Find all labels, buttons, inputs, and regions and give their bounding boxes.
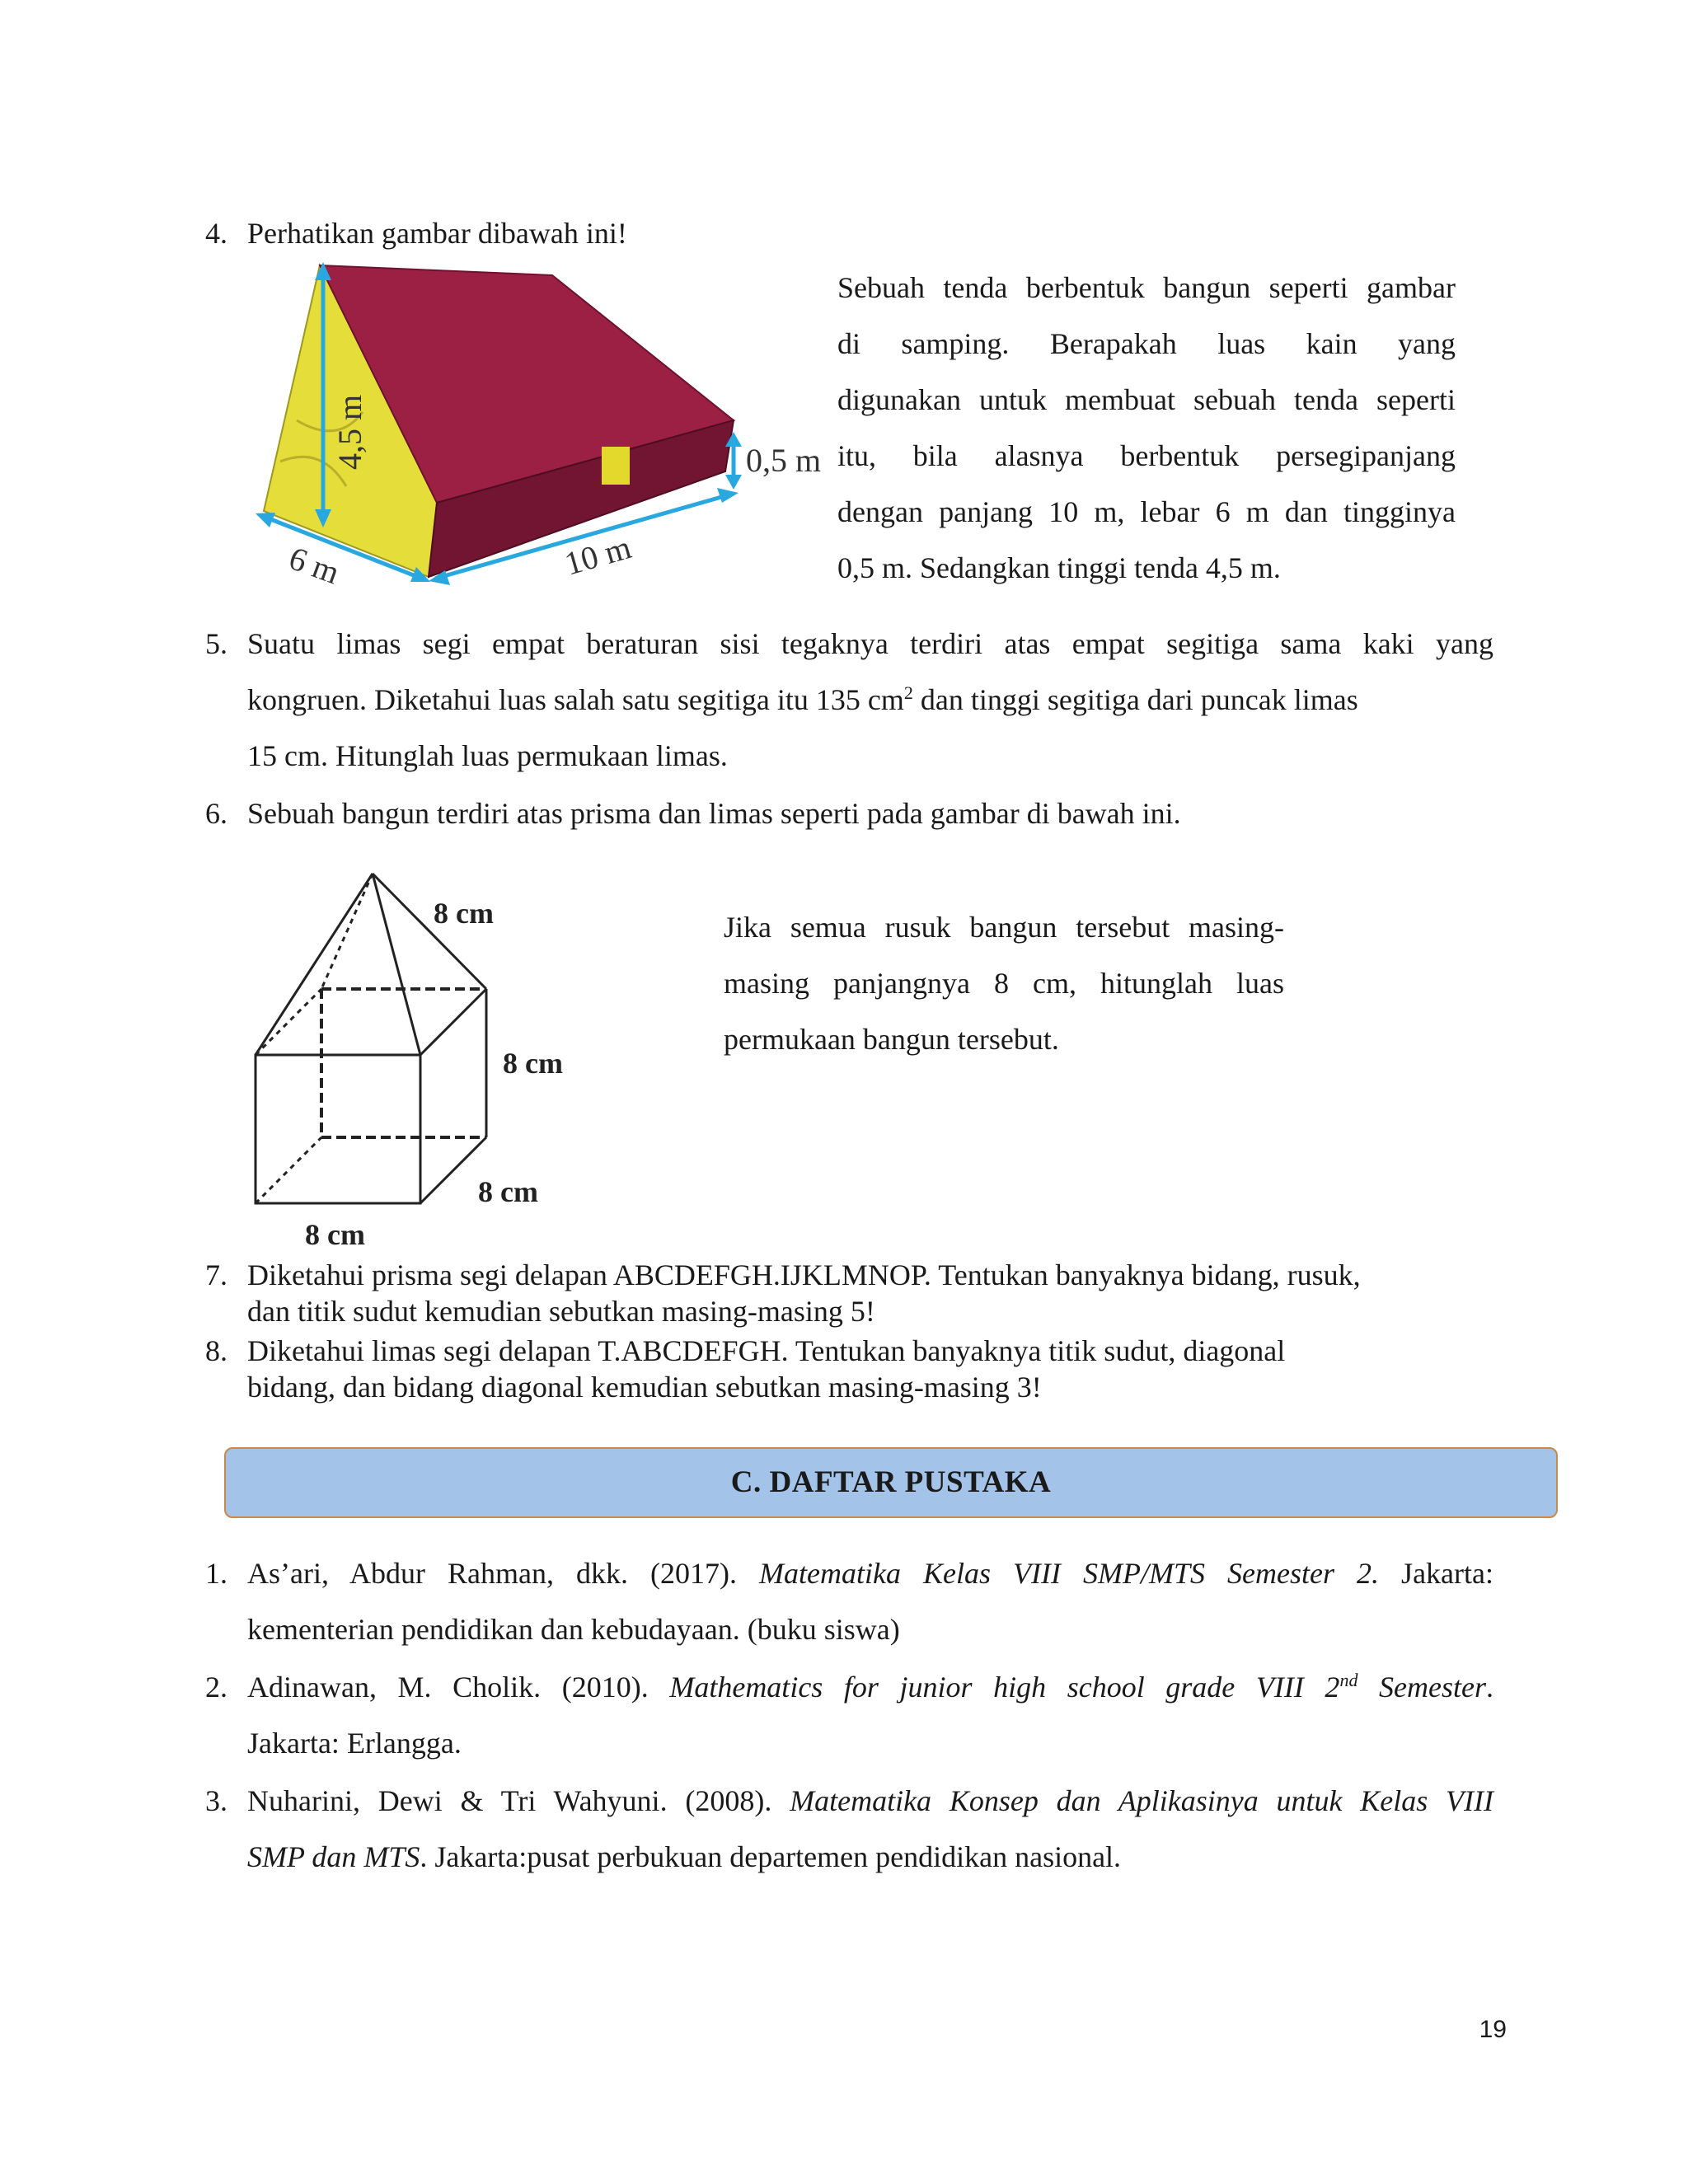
q5-text: kongruen. Diketahui luas salah satu segitiga itu 135 cm <box>247 683 904 716</box>
ref-title: Matematika Kelas VIII SMP/MTS Semester 2. <box>759 1557 1380 1590</box>
fig-label-right: 8 cm <box>503 1047 563 1080</box>
q5-line <box>247 682 1358 717</box>
q5-line: Suatu limas segi empat beraturan sisi tegaknya terdiri atas empat segitiga sama kaki yang <box>247 627 1493 660</box>
ref-line <box>247 1840 1121 1874</box>
ref-text: Adinawan, M. Cholik. (2010). <box>247 1671 670 1704</box>
tent-height-label: 4,5 m <box>331 394 368 470</box>
q4-line: 0,5 m. Sedangkan tinggi tenda 4,5 m. <box>837 551 1281 584</box>
q4-title: Perhatikan gambar dibawah ini! <box>247 217 627 250</box>
q6-title: Sebuah bangun terdiri atas prisma dan limas seperti pada gambar di bawah ini. <box>247 797 1181 830</box>
tent-length-label: 10 m <box>560 528 635 583</box>
q4-line: digunakan untuk membuat sebuah tenda seperti <box>837 383 1456 416</box>
q5-superscript: 2 <box>903 682 913 703</box>
ref-text: Jakarta: <box>1379 1557 1493 1590</box>
q8-number: 8. <box>205 1334 227 1367</box>
q4-number: 4. <box>205 217 227 250</box>
section-header-daftar-pustaka: C. DAFTAR PUSTAKA <box>224 1447 1558 1518</box>
q7-line: Diketahui prisma segi delapan ABCDEFGH.IJKLMNOP. Tentukan banyaknya bidang, rusuk, <box>247 1258 1361 1291</box>
ref-superscript: nd <box>1339 1670 1358 1690</box>
q7-line: dan titik sudut kemudian sebutkan masing-masing 5! <box>247 1295 875 1328</box>
ref-number: 2. <box>205 1671 227 1704</box>
q5-line: 15 cm. Hitunglah luas permukaan limas. <box>247 739 728 772</box>
ref-line: kementerian pendidikan dan kebudayaan. (buku siswa) <box>247 1613 900 1646</box>
ref-text: Nuharini, Dewi & Tri Wahyuni. (2008). <box>247 1784 790 1817</box>
q4-line: Sebuah tenda berbentuk bangun seperti gambar <box>837 271 1456 304</box>
q8-line: bidang, dan bidang diagonal kemudian sebutkan masing-masing 3! <box>247 1371 1042 1404</box>
q5-text: dan tinggi segitiga dari puncak limas <box>912 683 1358 716</box>
q6-line: masing panjangnya 8 cm, hitunglah luas <box>724 967 1284 1000</box>
q4-line: itu, bila alasnya berbentuk persegipanjang <box>837 439 1456 472</box>
q8-line: Diketahui limas segi delapan T.ABCDEFGH. Tentukan banyaknya titik sudut, diagonal <box>247 1334 1286 1367</box>
ref-number: 3. <box>205 1784 227 1817</box>
tent-width-label: 6 m <box>284 539 345 592</box>
tent-figure <box>247 255 824 602</box>
ref-title: SMP dan MTS <box>247 1840 420 1873</box>
ref-line <box>247 1670 1493 1704</box>
ref-text: As’ari, Abdur Rahman, dkk. (2017). <box>247 1557 760 1590</box>
q7-number: 7. <box>205 1258 227 1291</box>
ref-line <box>247 1783 1493 1818</box>
ref-line: Jakarta: Erlangga. <box>247 1727 462 1760</box>
ref-number: 1. <box>205 1557 227 1590</box>
fig-label-top: 8 cm <box>434 897 494 930</box>
fig-label-depth: 8 cm <box>478 1175 538 1208</box>
tent-side-label: 0,5 m <box>746 442 822 479</box>
prism-pyramid-figure <box>239 857 610 1253</box>
q4-line: di samping. Berapakah luas kain yang <box>837 327 1456 360</box>
q6-number: 6. <box>205 797 227 830</box>
ref-title: Matematika Konsep dan Aplikasinya untuk Kelas VIII <box>790 1784 1493 1817</box>
ref-text: . Jakarta:pusat perbukuan departemen pendidikan nasional. <box>420 1840 1122 1873</box>
q4-line: dengan panjang 10 m, lebar 6 m dan tingginya <box>837 495 1456 528</box>
ref-line <box>247 1556 1493 1591</box>
ref-title: Semester <box>1357 1671 1486 1704</box>
cube-front-face <box>256 1055 420 1203</box>
page-number: 19 <box>1479 2016 1507 2043</box>
fig-label-bottom: 8 cm <box>305 1218 365 1251</box>
ref-text: . <box>1486 1671 1493 1704</box>
q6-line: Jika semua rusuk bangun tersebut masing- <box>724 911 1284 944</box>
q5-number: 5. <box>205 627 227 660</box>
tent-window <box>602 447 630 485</box>
q6-line: permukaan bangun tersebut. <box>724 1023 1059 1056</box>
ref-title: Mathematics for junior high school grade VIII 2 <box>669 1671 1340 1704</box>
